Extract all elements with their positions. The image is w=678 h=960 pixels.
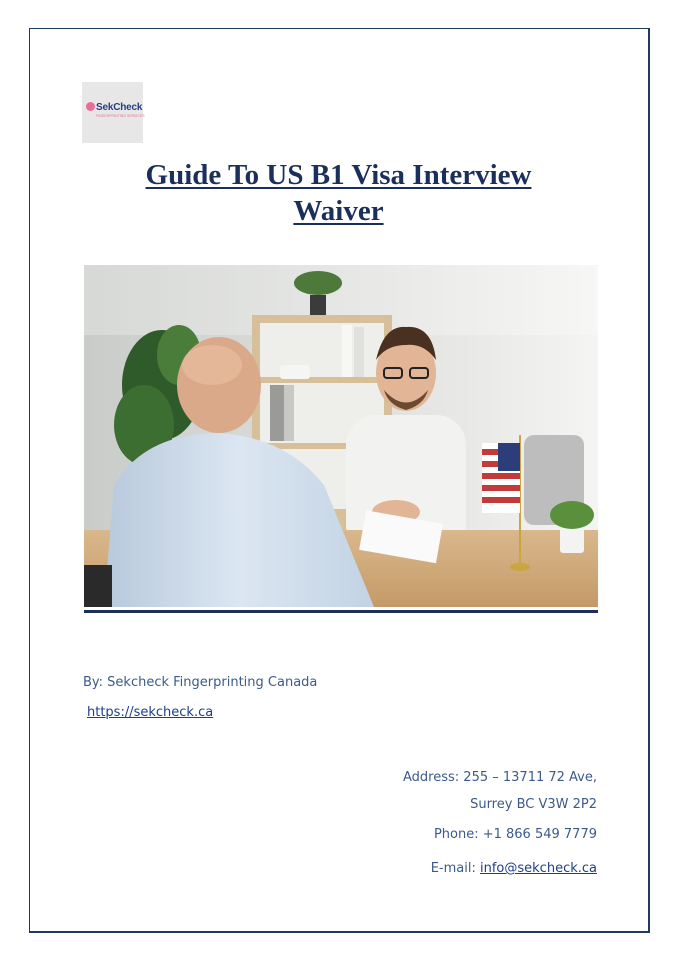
email-label: E-mail:: [430, 861, 480, 876]
website-link[interactable]: https://sekcheck.ca: [87, 705, 214, 720]
email-link[interactable]: info@sekcheck.ca: [480, 861, 597, 876]
sekcheck-logo: [82, 82, 143, 143]
photo-underline: [84, 610, 598, 613]
address-line-1: Address: 255 – 13711 72 Ave,: [403, 770, 597, 785]
address-line-2: Surrey BC V3W 2P2: [470, 797, 597, 812]
phone-number: Phone: +1 866 549 7779: [433, 827, 597, 842]
title-line-2: Waiver: [293, 195, 384, 227]
title-line-1: Guide To US B1 Visa Interview: [145, 159, 532, 191]
document-title: [82, 157, 595, 229]
interview-photo: [84, 265, 598, 607]
logo-tagline: FINGERPRINTING SERVICES: [96, 114, 145, 118]
fingerprint-icon: [86, 102, 95, 111]
logo-name: SekCheck: [96, 102, 143, 113]
email-line: [431, 861, 597, 876]
author-byline: By: Sekcheck Fingerprinting Canada: [83, 675, 318, 690]
